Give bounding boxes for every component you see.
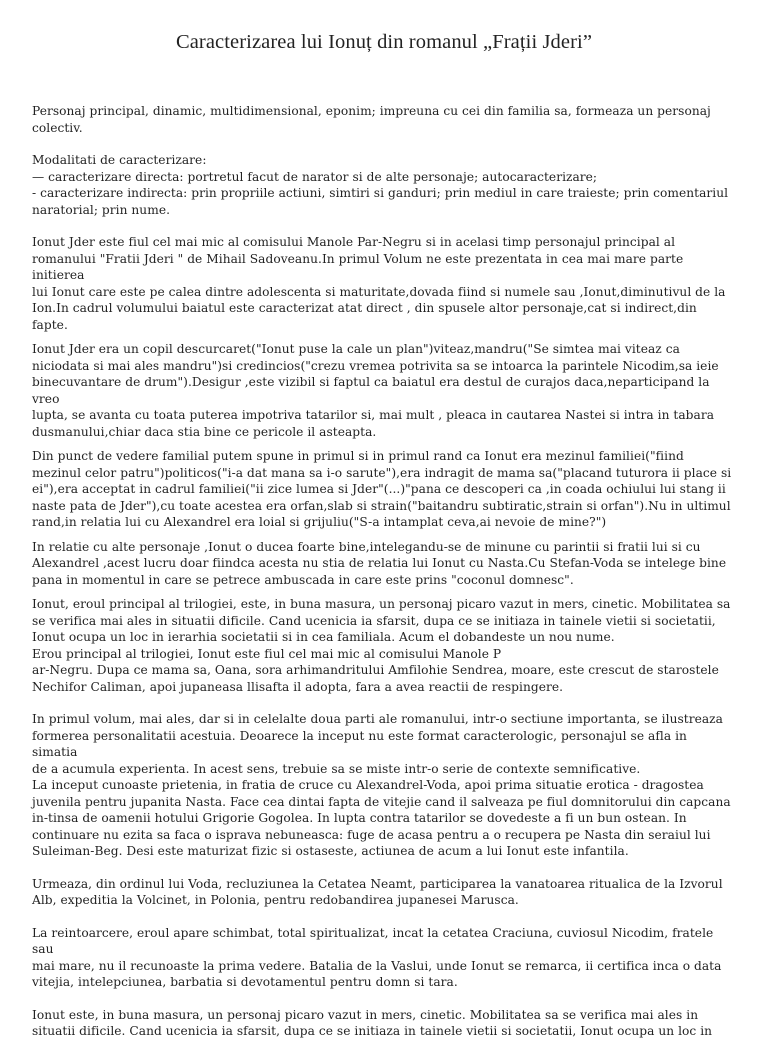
paragraph-erou-principal: Ionut, eroul principal al trilogiei, este, in buna masura, un personaj picaro vazut in mers, cinetic. Mobilitatea sa se verifica mai ales in situatii dificile. Cand ucenicia ia sfarsit, dupa ce se initiaza in tainele vietii si societatii, Ionut ocupa un loc in ierarhia societatii si in cea familiala. Acum el dobandeste un nou nume. Erou principal al trilogiei, Ionut este fiul cel mai mic al comisului Manole P ar-Negru. Dupa ce mama sa, Oana, sora arhimandritului Amfilohie Sendrea, moare, este crescut de starostele Nechifor Caliman, apoi jupaneasa llisafta il adopta, fara a avea reactii de respingere. xyxy=(32,597,731,694)
paragraph-reintoarcere: La reintoarcere, eroul apare schimbat, total spiritualizat, incat la cetatea Craciuna, cuviosul Nicodim, fratele sau mai mare, nu il recunoaste la prima vedere. Batalia de la Vaslui, unde Ionut se remarca, ii certifica inca o data vitejia, intelepciunea, barbatia si devotamentul pentru domn si tara. xyxy=(32,925,722,989)
paragraph-familial: Din punct de vedere familial putem spune in primul si in primul rand ca Ionut era mezinul familiei("fiind mezinul celor patru")politicos("i-a dat mana sa i-o sarute"),era indragit de mama sa("placand tuturora ii place si ei"),era acceptat in cadrul familiei("ii zice lumea si Jder"(...)"pana ce descoperi ca ,in coada ochiului lui stang ii naste pata de Jder"),cu toate acestea era orfan,slab si strain("baitandru subtiratic,strain si orfan").Nu in ultimul rand,in relatia lui cu Alexandrel era loial si grijuliu("S-a intamplat ceva,ai nevoie de mine?") xyxy=(32,449,732,529)
paragraph-intro: Personaj principal, dinamic, multidimensional, eponim; impreuna cu cei din familia sa, formeaza un personaj colectiv. xyxy=(32,104,711,135)
paragraph-urmeaza: Urmeaza, din ordinul lui Voda, recluziunea la Cetatea Neamt, participarea la vanatoarea ritualica de la Izvorul Alb, expeditia la Volcinet, in Polonia, pentru redobandirea jupanesei Marusca. xyxy=(32,876,723,907)
paragraph-ionut-jder: Ionut Jder este fiul cel mai mic al comisului Manole Par-Negru si in acelasi timp personajul principal al romanului "Fratii Jderi " de Mihail Sadoveanu.In primul Volum ne este prezentata in cea mai mare parte initierea lui Ionut care este pe calea dintre adolescenta si maturitate,dovada fiind si numele sau ,Ionut,diminutivul de la Ion.In cadrul volumului baiatul este caracterizat atat direct , din spusele altor personaje,cat si indirect,din fapte. xyxy=(32,235,726,332)
document-title: Caracterizarea lui Ionuț din romanul „Frații Jderi” xyxy=(175,31,593,53)
paragraph-relatie: In relatie cu alte personaje ,Ionut o ducea foarte bine,intelegandu-se de minune cu parintii si fratii lui si cu Alexandrel ,acest lucru doar fiindca acesta nu stia de relatia lui Ionut cu Nasta.Cu Stefan-Voda se intelege bine pana in momentul in care se petrece ambuscada in care este prins "coconul domnesc". xyxy=(32,539,727,587)
paragraph-primul-volum: In primul volum, mai ales, dar si in celelalte doua parti ale romanului, intr-o sectiune importanta, se ilustreaza formerea personalitatii acestuia. Deoarece la inceput nu este format caracterologic, personajul se afla in simatia de a acumula experienta. In acest sens, trebuie sa se miste intr-o serie de contexte semnificative. La inceput cunoaste prietenia, in fratia de cruce cu Alexandrel-Voda, apoi prima situatie erotica - dragostea juvenila pentru jupanita Nasta. Face cea dintai fapta de vitejie cand il salveaza pe fiul domnitorului din capcana in-tinsa de oamenii hotului Grigorie Gogolea. In lupta contra tatarilor se dovedeste a fi un bun ostean. In continuare nu ezita sa faca o isprava nebuneasca: fuge de acasa pentru a o recupera pe Nasta din seraiul lui Suleiman-Beg. Desi este maturizat fizic si ostaseste, actiunea de acum a lui Ionut este infantila. xyxy=(32,712,731,858)
paragraph-picaro: Ionut este, in buna masura, un personaj picaro vazut in mers, cinetic. Mobilitatea sa se verifica mai ales in situatii dificile. Cand ucenicia ia sfarsit, dupa ce se initiaza in tainele vietii si societatii, Ionut ocupa un loc in xyxy=(32,1007,713,1038)
paragraph-copil-descurcaret: Ionut Jder era un copil descurcaret("Ionut puse la cale un plan")viteaz,mandru("Se simtea mai viteaz ca niciodata si mai ales mandru")si credincios("crezu vremea potrivita sa se intoarca la parintele Nicodim,sa ieie binecuvantare de drum").Desigur ,este vizibil si faptul ca baiatul era destul de curajos daca,neparticipand la vreo lupta, se avanta cu toata puterea impotriva tatarilor si, mai mult , pleaca in cautarea Nastei si intra in tabara dusmanului,chiar daca stia bine ce pericole il asteapta. xyxy=(32,342,719,439)
paragraph-modalitati: Modalitati de caracterizare: — caracterizare directa: portretul facut de narator si de alte personaje; autocaracterizare; - caracterizare indirecta: prin propriile actiuni, simtiri si ganduri; prin mediul in care traieste; prin comentariul naratorial; prin nume. xyxy=(32,153,729,217)
